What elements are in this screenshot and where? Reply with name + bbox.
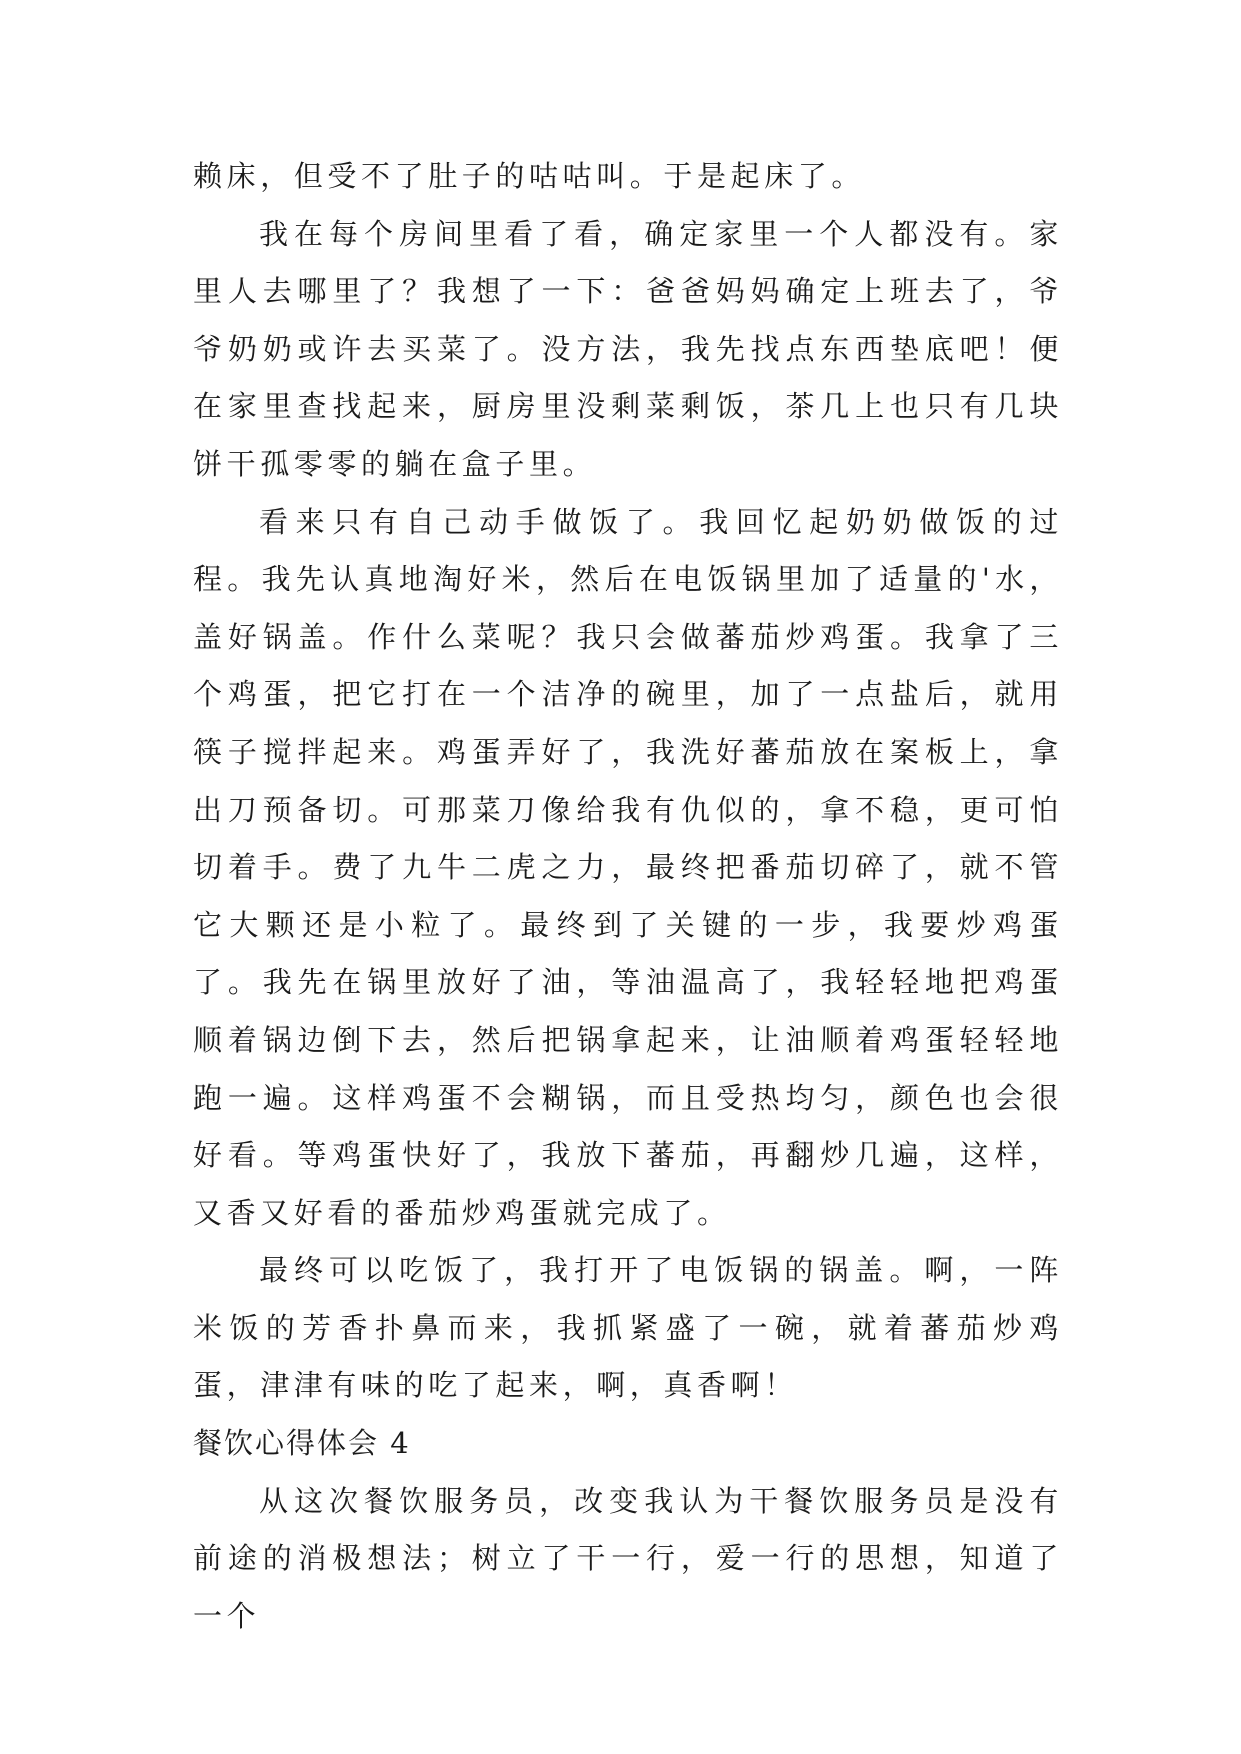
section-heading: 餐饮心得体会 4: [193, 1426, 411, 1461]
paragraph-continuation: 赖床，但受不了肚子的咕咕叫。于是起床了。: [193, 159, 866, 193]
document-body: [193, 148, 1063, 1645]
paragraph-eating: 最终可以吃饭了，我打开了电饭锅的锅盖。啊，一阵米饭的芳香扑鼻而来，我抓紧盛了一碗，就着蕃茄炒鸡蛋，津津有味的吃了起来，啊，真香啊！: [193, 1253, 1063, 1403]
paragraph-cooking: 看来只有自己动手做饭了。我回忆起奶奶做饭的过程。我先认真地淘好米，然后在电饭锅里加了适量的'水，盖好锅盖。作什么菜呢？我只会做蕃茄炒鸡蛋。我拿了三个鸡蛋，把它打在一个洁净的碗里，加了一点盐后，就用筷子搅拌起来。鸡蛋弄好了，我洗好蕃茄放在案板上，拿出刀预备切。可那菜刀像给我有仇似的，拿不稳，更可怕切着手。费了九牛二虎之力，最终把番茄切碎了，就不管它大颗还是小粒了。最终到了关键的一步，我要炒鸡蛋了。我先在锅里放好了油，等油温高了，我轻轻地把鸡蛋顺着锅边倒下去，然后把锅拿起来，让油顺着鸡蛋轻轻地跑一遍。这样鸡蛋不会糊锅，而且受热均匀，颜色也会很好看。等鸡蛋快好了，我放下蕃茄，再翻炒几遍，这样，又香又好看的番茄炒鸡蛋就完成了。: [193, 504, 1063, 1230]
paragraph-restaurant: 从这次餐饮服务员，改变我认为干餐饮服务员是没有前途的消极想法；树立了干一行，爱一行的思想，知道了一个: [193, 1483, 1063, 1633]
paragraph-empty-house: 我在每个房间里看了看，确定家里一个人都没有。家里人去哪里了？我想了一下：爸爸妈妈确定上班去了，爷爷奶奶或许去买菜了。没方法，我先找点东西垫底吧！便在家里查找起来，厨房里没剩菜剩饭，茶几上也只有几块饼干孤零零的躺在盒子里。: [193, 216, 1063, 481]
